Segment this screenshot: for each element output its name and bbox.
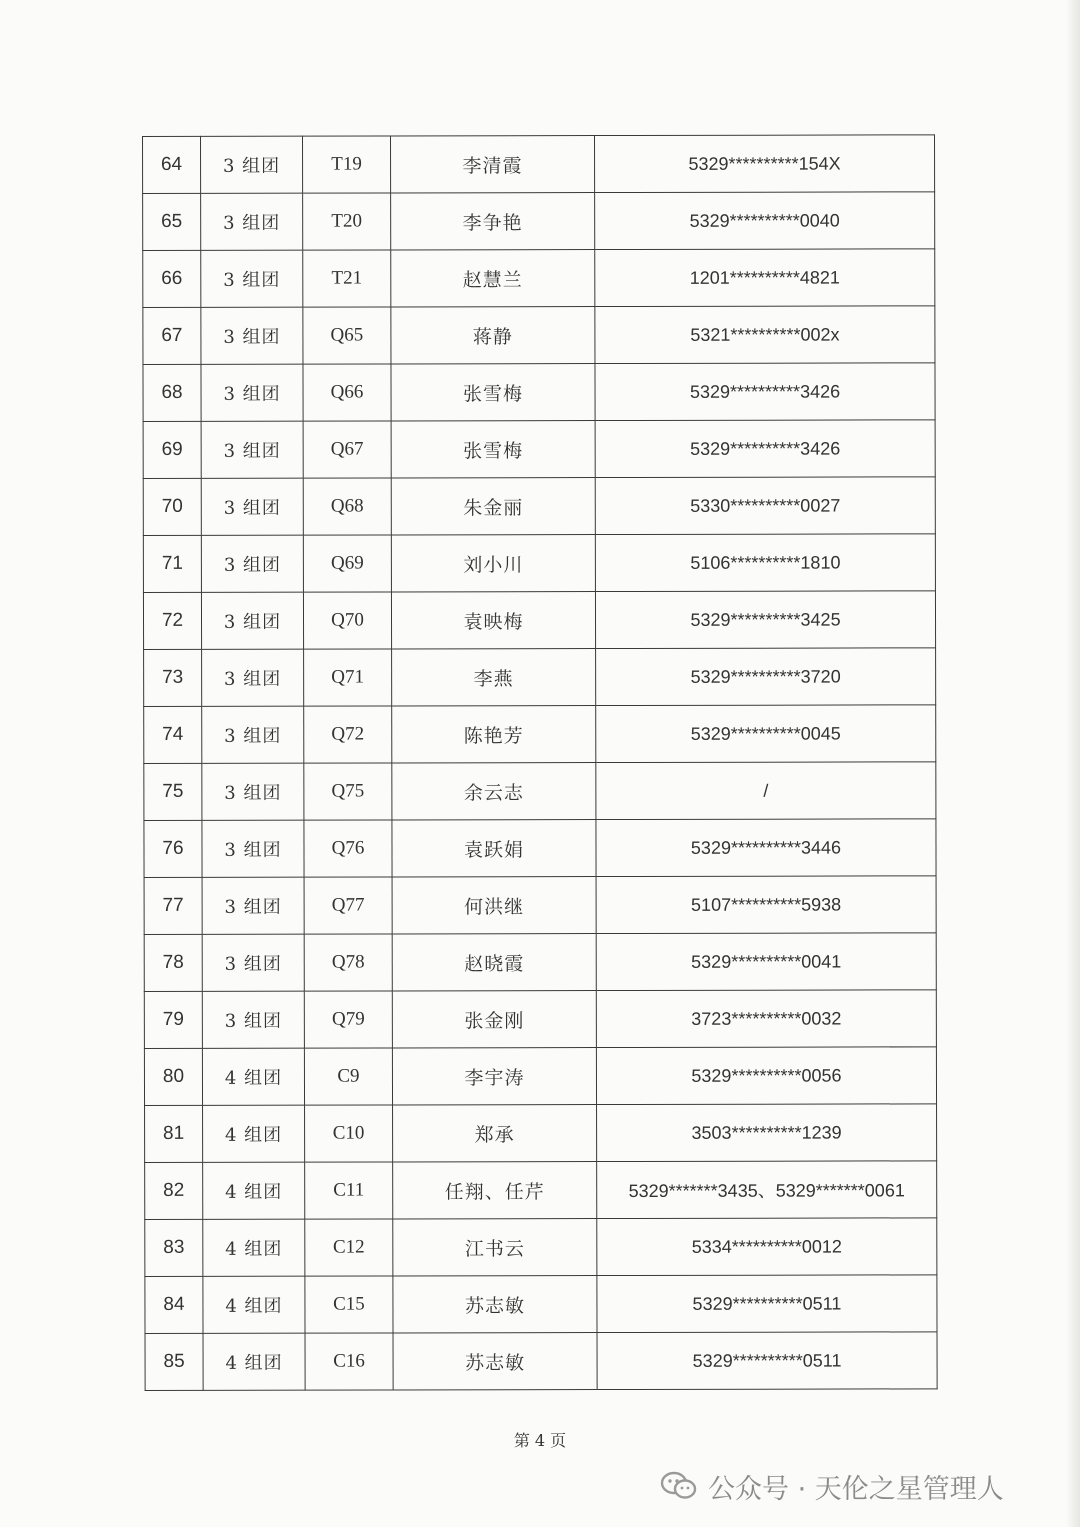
cell-number: 80	[144, 1048, 202, 1105]
cell-owner-name: 袁映梅	[391, 592, 595, 649]
cell-number: 75	[144, 763, 202, 820]
cell-id-number: 5329**********3425	[595, 591, 935, 649]
cell-owner-name: 赵慧兰	[391, 250, 595, 307]
cell-unit-code: Q66	[303, 364, 391, 421]
cell-owner-name: 李争艳	[391, 193, 595, 250]
cell-owner-name: 朱金丽	[391, 478, 595, 535]
cell-unit-code: Q76	[304, 820, 392, 877]
cell-number: 73	[144, 649, 202, 706]
cell-group: 3 组团	[201, 535, 303, 592]
table-row	[143, 591, 935, 650]
cell-owner-name: 李燕	[392, 649, 596, 706]
cell-unit-code: C16	[305, 1333, 393, 1390]
cell-group: 3 组团	[201, 193, 303, 250]
cell-group: 3 组团	[201, 364, 303, 421]
cell-owner-name: 陈艳芳	[392, 706, 596, 763]
cell-unit-code: C10	[305, 1105, 393, 1162]
cell-unit-code: Q72	[304, 706, 392, 763]
table-row	[143, 534, 935, 593]
cell-unit-code: Q70	[303, 592, 391, 649]
table-row	[145, 1275, 937, 1334]
cell-owner-name: 苏志敏	[393, 1333, 597, 1390]
table-body	[143, 135, 938, 1391]
cell-unit-code: Q67	[303, 421, 391, 478]
table-row	[144, 819, 936, 878]
cell-id-number: 1201**********4821	[595, 249, 935, 307]
cell-number: 66	[143, 250, 201, 307]
cell-number: 74	[144, 706, 202, 763]
cell-id-number: 5321**********002x	[595, 306, 935, 364]
cell-unit-code: T20	[303, 193, 391, 250]
cell-owner-name: 赵晓霞	[392, 934, 596, 991]
table-row	[145, 1218, 937, 1277]
cell-unit-code: C11	[305, 1162, 393, 1219]
table-row	[143, 477, 935, 536]
cell-group: 3 组团	[202, 934, 304, 991]
cell-id-number: 5329**********0041	[596, 933, 936, 991]
cell-number: 83	[145, 1219, 203, 1276]
cell-number: 79	[144, 991, 202, 1048]
cell-group: 4 组团	[202, 1048, 304, 1105]
cell-group: 3 组团	[201, 307, 303, 364]
cell-owner-name: 李清霞	[391, 136, 595, 193]
cell-group: 4 组团	[203, 1333, 305, 1390]
wechat-icon	[660, 1471, 698, 1501]
cell-number: 71	[143, 535, 201, 592]
cell-unit-code: T19	[303, 136, 391, 193]
cell-id-number: /	[596, 762, 936, 820]
cell-unit-code: Q69	[303, 535, 391, 592]
cell-id-number: 5329*******3435、5329*******0061	[597, 1161, 937, 1219]
cell-group: 3 组团	[202, 877, 304, 934]
cell-unit-code: C12	[305, 1219, 393, 1276]
cell-id-number: 5329**********0511	[597, 1275, 937, 1333]
cell-id-number: 5329**********3426	[595, 420, 935, 478]
cell-number: 82	[145, 1162, 203, 1219]
cell-group: 3 组团	[202, 991, 304, 1048]
cell-number: 72	[143, 592, 201, 649]
cell-id-number: 5334**********0012	[597, 1218, 937, 1276]
cell-group: 3 组团	[201, 592, 303, 649]
cell-owner-name: 任翔、任芹	[393, 1162, 597, 1219]
cell-owner-name: 袁跃娟	[392, 820, 596, 877]
cell-number: 76	[144, 820, 202, 877]
cell-number: 78	[144, 934, 202, 991]
scan-edge	[1066, 0, 1080, 1527]
cell-group: 3 组团	[201, 478, 303, 535]
cell-group: 3 组团	[202, 706, 304, 763]
watermark-text: 公众号 · 天伦之星管理人	[708, 1473, 1004, 1505]
cell-id-number: 5329**********0511	[597, 1332, 937, 1390]
cell-group: 3 组团	[202, 820, 304, 877]
cell-id-number: 5329**********3446	[596, 819, 936, 877]
cell-group: 3 组团	[201, 421, 303, 478]
cell-number: 84	[145, 1276, 203, 1333]
cell-unit-code: T21	[303, 250, 391, 307]
cell-unit-code: Q77	[304, 877, 392, 934]
table-row	[144, 876, 936, 935]
document-table-wrapper	[142, 134, 937, 1391]
cell-owner-name: 郑承	[393, 1105, 597, 1162]
cell-number: 67	[143, 307, 201, 364]
cell-unit-code: C15	[305, 1276, 393, 1333]
cell-owner-name: 刘小川	[391, 535, 595, 592]
table-row	[144, 990, 936, 1049]
cell-group: 3 组团	[202, 649, 304, 706]
cell-owner-name: 蒋静	[391, 307, 595, 364]
cell-id-number: 5107**********5938	[596, 876, 936, 934]
cell-id-number: 5329**********3426	[595, 363, 935, 421]
table-row	[144, 648, 936, 707]
cell-group: 4 组团	[203, 1162, 305, 1219]
cell-id-number: 5329**********0045	[596, 705, 936, 763]
cell-number: 81	[145, 1105, 203, 1162]
cell-id-number: 5329**********3720	[596, 648, 936, 706]
table-row	[145, 1332, 937, 1391]
cell-unit-code: Q68	[303, 478, 391, 535]
cell-number: 69	[143, 421, 201, 478]
table-row	[144, 933, 936, 992]
cell-group: 4 组团	[203, 1105, 305, 1162]
cell-group: 4 组团	[203, 1276, 305, 1333]
table-row	[143, 306, 935, 365]
cell-owner-name: 何洪继	[392, 877, 596, 934]
cell-number: 70	[143, 478, 201, 535]
cell-group: 3 组团	[201, 136, 303, 193]
table-row	[145, 1161, 937, 1220]
cell-owner-name: 张雪梅	[391, 421, 595, 478]
cell-id-number: 5329**********154X	[595, 135, 935, 193]
table-row	[143, 420, 935, 479]
table-row	[145, 1104, 937, 1163]
cell-id-number: 3723**********0032	[596, 990, 936, 1048]
cell-unit-code: Q75	[304, 763, 392, 820]
watermark	[660, 1466, 1004, 1506]
cell-id-number: 5329**********0040	[595, 192, 935, 250]
cell-unit-code: Q79	[304, 991, 392, 1048]
cell-owner-name: 苏志敏	[393, 1276, 597, 1333]
table-row	[144, 1047, 936, 1106]
cell-number: 68	[143, 364, 201, 421]
cell-owner-name: 余云志	[392, 763, 596, 820]
cell-number: 64	[143, 136, 201, 193]
cell-owner-name: 张雪梅	[391, 364, 595, 421]
table-row	[143, 249, 935, 308]
cell-unit-code: Q65	[303, 307, 391, 364]
cell-number: 77	[144, 877, 202, 934]
table-row	[143, 135, 935, 194]
table-row	[144, 762, 936, 821]
cell-group: 3 组团	[201, 250, 303, 307]
cell-id-number: 5106**********1810	[595, 534, 935, 592]
cell-unit-code: C9	[304, 1048, 392, 1105]
cell-unit-code: Q71	[304, 649, 392, 706]
page-number: 第 4 页	[513, 1431, 567, 1450]
cell-id-number: 5329**********0056	[596, 1047, 936, 1105]
cell-owner-name: 张金刚	[392, 991, 596, 1048]
owner-table	[142, 134, 938, 1391]
cell-owner-name: 江书云	[393, 1219, 597, 1276]
cell-group: 3 组团	[202, 763, 304, 820]
table-row	[143, 363, 935, 422]
cell-owner-name: 李宇涛	[392, 1048, 596, 1105]
cell-group: 4 组团	[203, 1219, 305, 1276]
cell-id-number: 5330**********0027	[595, 477, 935, 535]
table-row	[144, 705, 936, 764]
cell-number: 65	[143, 193, 201, 250]
cell-number: 85	[145, 1333, 203, 1390]
cell-unit-code: Q78	[304, 934, 392, 991]
cell-id-number: 3503**********1239	[597, 1104, 937, 1162]
table-row	[143, 192, 935, 251]
